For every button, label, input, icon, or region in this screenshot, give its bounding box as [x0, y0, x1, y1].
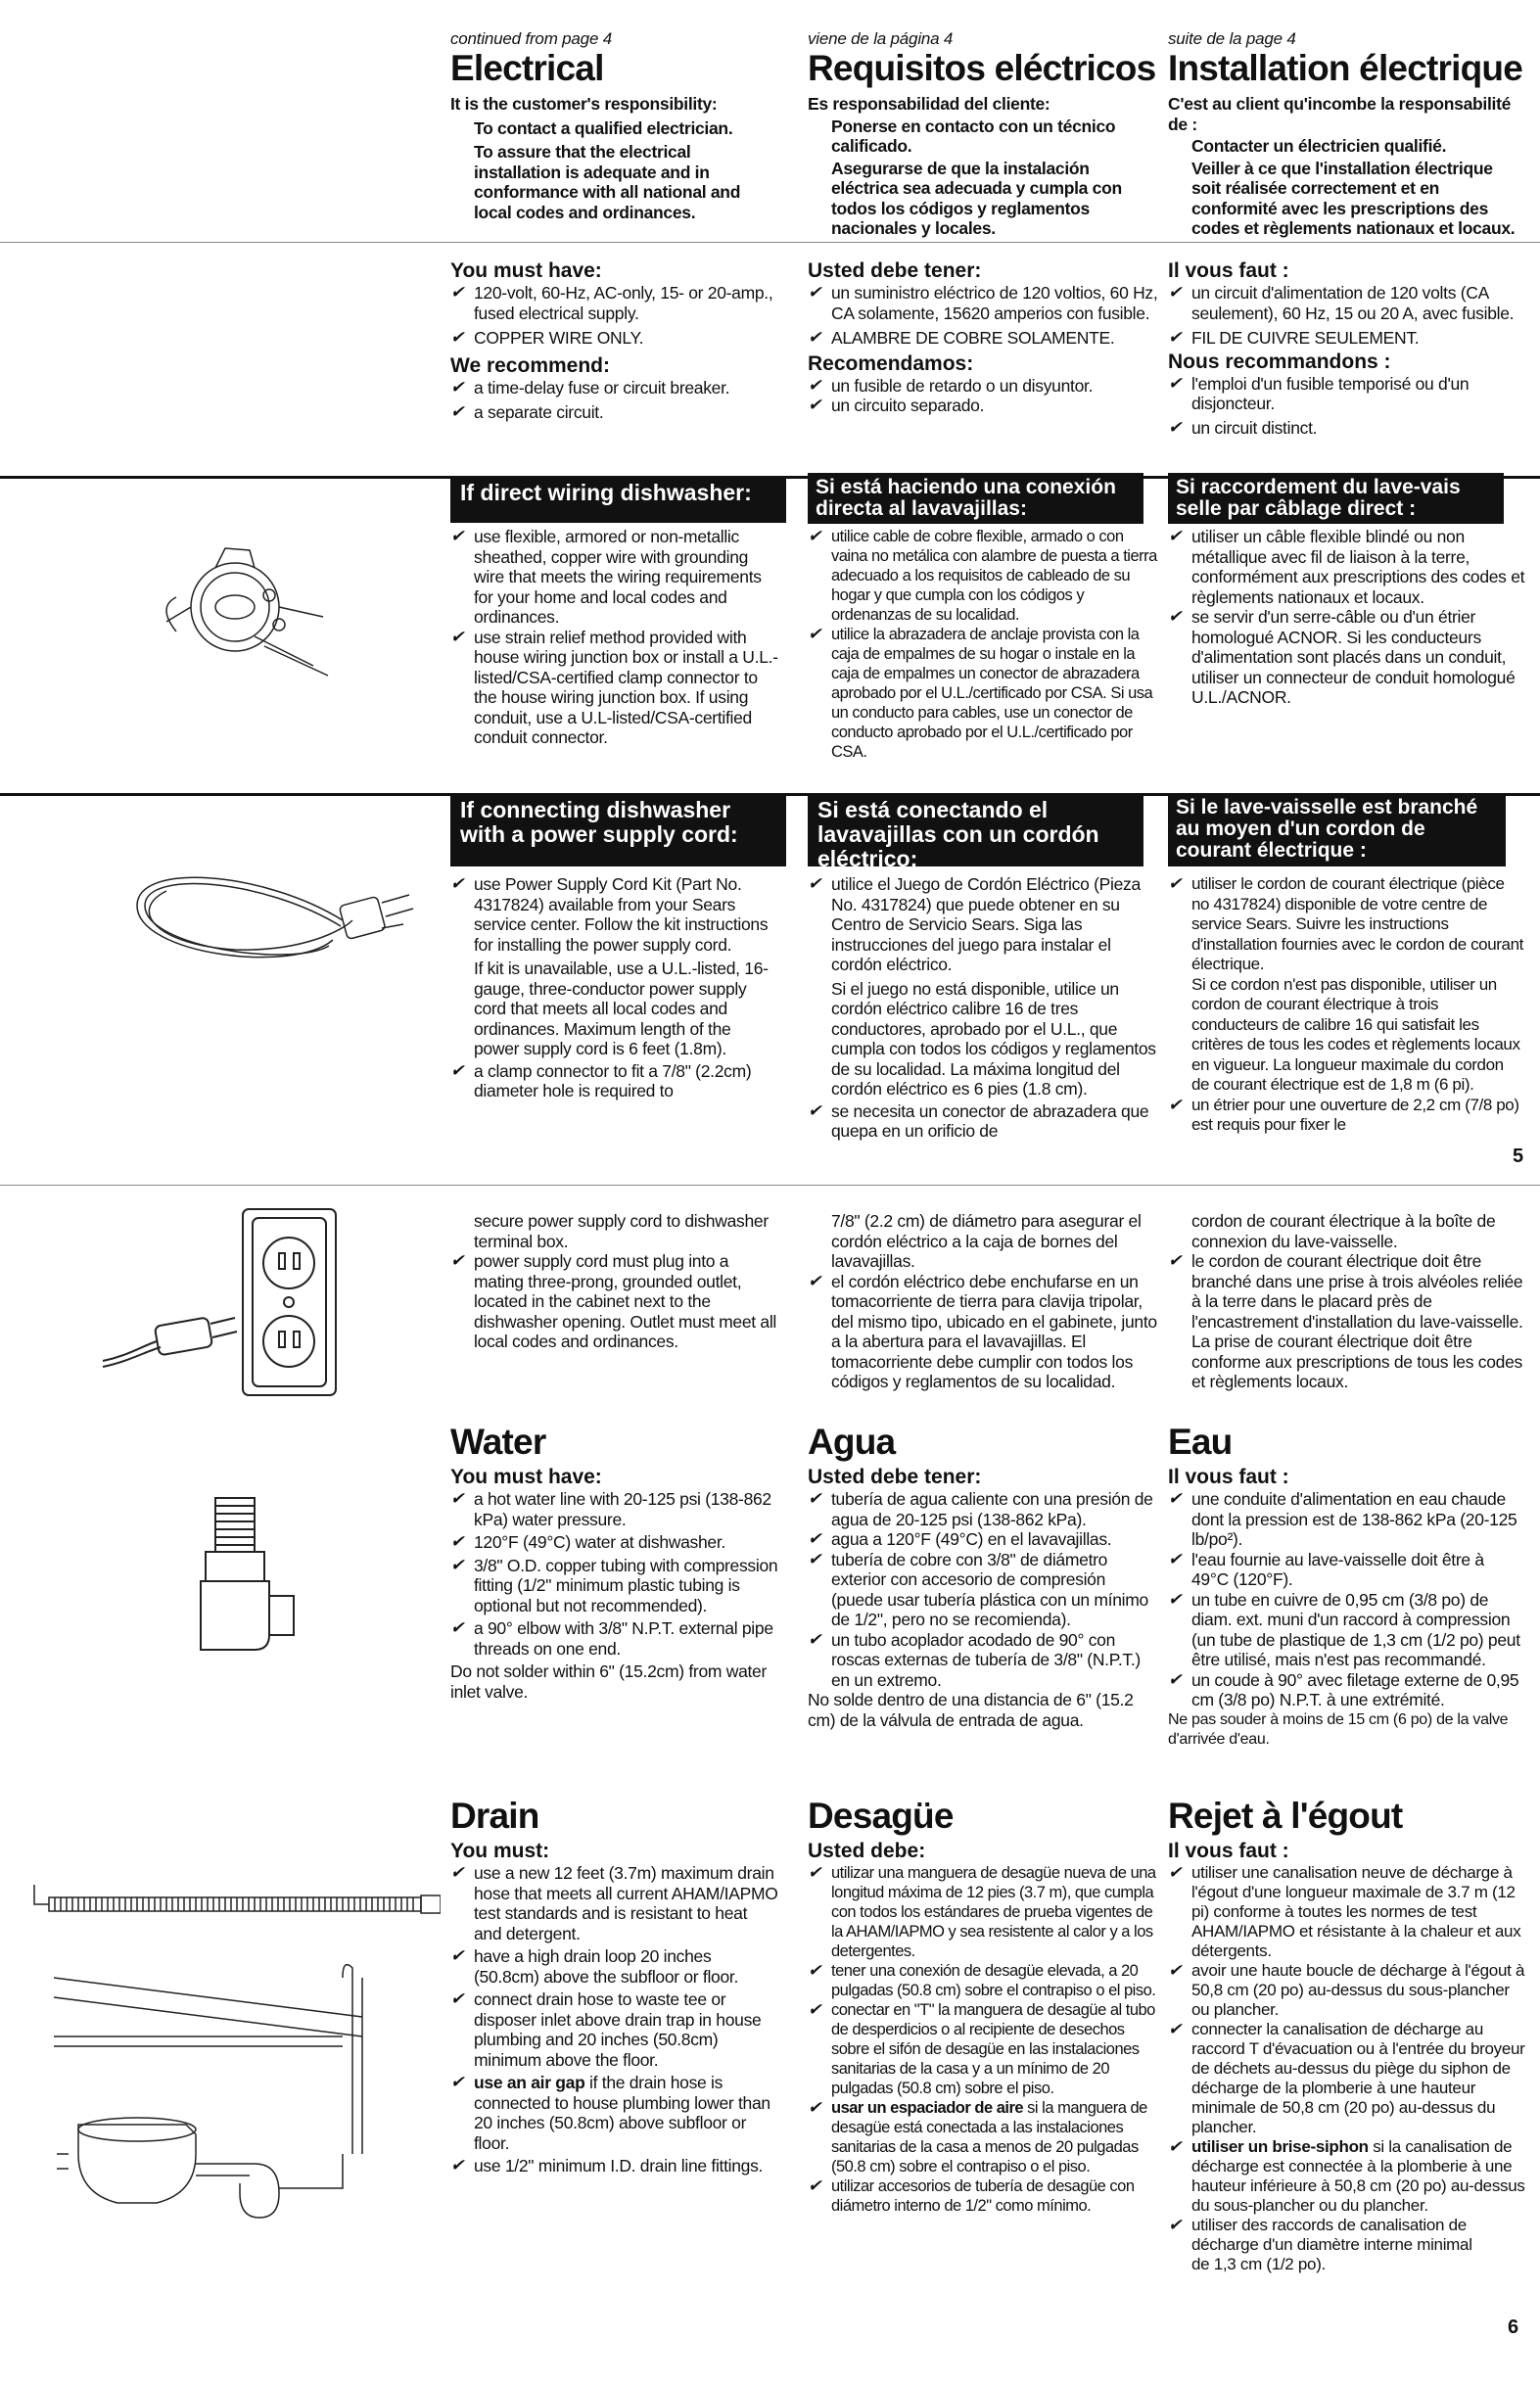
section-title-water: Agua	[808, 1422, 896, 1462]
drain-must-heading: You must:	[450, 1840, 550, 1862]
col-french-requirements	[1168, 259, 1525, 438]
col-spanish-cord	[808, 874, 1160, 1142]
drain-item-airgap	[450, 2073, 778, 2153]
section-title-drain: Desagüe	[808, 1796, 954, 1836]
disposer-trap-icon	[49, 1958, 372, 2222]
direct-item: ✔ use flexible, armored or non-metallic sheathed, copper wire with grounding wire that meets the wiring requirements for your home and local codes and ordinances.	[450, 527, 778, 628]
col-french-cord-continued	[1168, 1211, 1525, 1392]
direct-item: ✔ utilice la abrazadera de anclaje provista con la caja de empalmes de su hogar o instale en la caja de empalmes un conector de abrazadera aprobado por el U.L./certificado por CSA. Si usa un conducto para cables, use un conector de conducto aprobado por el U.L./certificado por CSA.	[808, 625, 1160, 762]
col-spanish-cord-continued	[808, 1211, 1160, 1392]
must-item: ✔ COPPER WIRE ONLY.	[450, 328, 778, 349]
power-cord-band: If connecting dishwasher with a power supply cord:	[450, 793, 786, 866]
col-english-drain	[450, 1797, 778, 2176]
plug-icon	[98, 1302, 245, 1371]
cord-item: ✔ utilice el Juego de Cordón Eléctrico (Pieza No. 4317824) que puede obtener en su Centro de Servicio Sears. Siga las instrucciones del juego para instalar el cordón eléctrico.	[808, 874, 1160, 975]
must-item: ✔ ALAMBRE DE COBRE SOLAMENTE.	[808, 328, 1160, 349]
page-break-line	[0, 1185, 1540, 1186]
rec-item: ✔ un circuit distinct.	[1168, 418, 1525, 439]
direct-item: ✔ utiliser un câble flexible blindé ou non métallique avec fil de liaison à la terre, conformément aux prescriptions des codes et règlements nationaux et locaux.	[1168, 527, 1525, 607]
power-cord-icon	[98, 852, 421, 1008]
direct-wiring-band: If direct wiring dishwasher:	[450, 476, 786, 523]
cont-item: ✔ power supply cord must plug into a mating three-prong, grounded outlet, located in the cabinet next to the dishwasher opening. Outlet must meet all local codes and ordinances.	[450, 1251, 778, 1352]
water-item: ✔ a hot water line with 20-125 psi (138-862 kPa) water pressure.	[450, 1489, 778, 1529]
water-item: ✔ tubería de cobre con 3/8" de diámetro exterior con accesorio de compresión (puede usar tubería plástica con un mínimo de 1/2", pero no se recomienda).	[808, 1550, 1160, 1630]
drain-item: ✔ have a high drain loop 20 inches (50.8cm) above the subfloor or floor.	[450, 1946, 778, 1987]
col-english-cord	[450, 874, 778, 1101]
drain-item: ✔ use 1/2" minimum I.D. drain line fittings.	[450, 2156, 778, 2176]
section-title-electrical: Requisitos eléctricos	[808, 48, 1156, 88]
resp-item: Contacter un électricien qualifié.	[1191, 136, 1447, 156]
must-have-heading: Usted debe tener:	[808, 259, 982, 282]
resp-item: To assure that the electrical installation is adequate and in conformance with all national and local codes and ordinances.	[474, 142, 741, 222]
must-item: ✔ FIL DE CUIVRE SEULEMENT.	[1168, 328, 1525, 349]
direct-item: ✔ se servir d'un serre-câble ou d'un étrier homologué ACNOR. Si les conducteurs d'alimentation sont placés dans un conduit, utiliser un connecteur de conduit homologué U.L./ACNOR.	[1168, 607, 1525, 708]
airgap-rest: si la canalisation de décharge est connectée à la plomberie à une hauteur inférieure à 50,8 cm (20 po) au-dessus du sous-plancher ou du plancher.	[1191, 2137, 1525, 2215]
water-note: No solde dentro de una distancia de 6" (15.2 cm) de la válvula de entrada de agua.	[808, 1690, 1134, 1730]
col-english-direct	[450, 527, 778, 748]
direct-item: ✔ use strain relief method provided with house wiring junction box or install a U.L.-listed/CSA-certified clamp connector to the house wiring junction box. If using conduit, use a U.L-listed/CSA-certified conduit connector.	[450, 628, 778, 748]
resp-item: Veiller à ce que l'installation électrique soit réalisée correctement et en conformité avec les prescriptions des codes et règlements nationaux et locaux.	[1191, 158, 1516, 238]
responsibility-heading: C'est au client qu'incombe la responsabilité de :	[1168, 94, 1512, 134]
resp-item: To contact a qualified electrician.	[474, 117, 733, 138]
page-number: 6	[1508, 2316, 1519, 2338]
water-must-heading: Usted debe tener:	[808, 1466, 982, 1488]
drain-item: ✔ tener una conexión de desagüe elevada, a 20 pulgadas (50.8 cm) sobre el contrapiso o el piso.	[808, 1961, 1160, 2000]
cont-paragraph: 7/8" (2.2 cm) de diámetro para asegurar el cordón eléctrico a la caja de bornes del lavavajillas.	[831, 1211, 1142, 1271]
col-spanish-electrical	[808, 29, 1160, 239]
drain-item-airgap	[1168, 2137, 1525, 2216]
direct-item: ✔ utilice cable de cobre flexible, armado o con vaina no metálica con alambre de puesta a tierra adecuado a los requisitos de cableado de su hogar y que cumpla con los códigos y ordenanzas de su localidad.	[808, 527, 1160, 625]
continued-note: viene de la página 4	[808, 29, 954, 48]
resp-item: Ponerse en contacto con un técnico calificado.	[831, 116, 1116, 156]
water-note: Ne pas souder à moins de 15 cm (6 po) de la valve d'arrivée d'eau.	[1168, 1710, 1509, 1748]
drain-item-airgap	[808, 2098, 1160, 2176]
water-must-heading: Il vous faut :	[1168, 1466, 1289, 1488]
water-item: ✔ un tubo acoplador acodado de 90° con roscas externas de tubería de 3/8" (N.P.T.) en un extremo.	[808, 1630, 1160, 1691]
water-item: ✔ tubería de agua caliente con una presión de agua de 20-125 psi (138-862 kPa).	[808, 1489, 1160, 1529]
drain-item: ✔ utilizar una manguera de desagüe nueva de una longitud máxima de 12 pies (3.7 m), que cumpla con todos los estándares de prueba vigentes de la AHAM/IAPMO y sea resistente al calor y a los detergentes.	[808, 1863, 1160, 1961]
cord-item: ✔ use Power Supply Cord Kit (Part No. 4317824) available from your Sears service center. Follow the kit instructions for installing the power supply cord.	[450, 874, 778, 955]
cord-paragraph: Si el juego no está disponible, utilice un cordón eléctrico calibre 16 de tres conductores, aprobado por el U.L., que cumpla con todos los códigos y reglamentos de su localidad. La máxima longitud del cordón eléctrico es 6 pies (1.8 cm).	[831, 978, 1156, 1099]
col-french-drain	[1168, 1797, 1525, 2274]
cord-item: ✔ un étrier pour une ouverture de 2,2 cm (7/8 po) est requis pour fixer le	[1168, 1096, 1525, 1136]
cont-item: ✔ el cordón eléctrico debe enchufarse en un tomacorriente de tierra para clavija tripolar, del mismo tipo, ubicado en el gabinete, junto a la abertura para el lavavajillas. El tomacorriente debe cumplir con todos los códigos y reglamentos de su localidad.	[808, 1272, 1160, 1392]
power-cord-band: Si está conectando el lavavajillas con un cordón eléctrico:	[808, 793, 1143, 866]
page-number: 5	[1513, 1146, 1524, 1167]
cord-paragraph: Si ce cordon n'est pas disponible, utiliser un cordon de courant électrique à trois conducteurs de calibre 16 qui satisfait les critères de tous les codes et règlements locaux en vigueur. La longueur maximale du cordon de courant électrique est de 1,8 m (6 pi).	[1191, 974, 1520, 1094]
col-english-electrical	[450, 29, 778, 222]
must-have-heading: You must have:	[450, 259, 602, 282]
section-title-drain: Rejet à l'égout	[1168, 1796, 1403, 1836]
drain-must-heading: Il vous faut :	[1168, 1840, 1289, 1862]
cont-paragraph: secure power supply cord to dishwasher terminal box.	[474, 1211, 769, 1251]
airgap-bold: utiliser un brise-siphon	[1191, 2137, 1369, 2156]
col-spanish-direct	[808, 527, 1160, 762]
section-divider	[0, 242, 1540, 243]
drain-item: ✔ conectar en "T" la manguera de desagüe al tubo de desperdicios o al recipiente de desechos sobre el sifón de desagüe en las instalaciones sanitarias de la casa y a un mínimo de 20 pulgadas (50.8 cm) sobre el piso.	[808, 2000, 1160, 2098]
rec-item: ✔ l'emploi d'un fusible temporisé ou d'un disjoncteur.	[1168, 374, 1525, 414]
must-have-heading: Il vous faut :	[1168, 259, 1289, 282]
drain-hose-icon	[29, 1880, 441, 1958]
drain-item: ✔ avoir une haute boucle de décharge à l'égout à 50,8 cm (20 po) au-dessus du sous-plancher ou plancher.	[1168, 1961, 1525, 2020]
water-item: ✔ a 90° elbow with 3/8" N.P.T. external pipe threads on one end.	[450, 1618, 778, 1659]
water-item: ✔ l'eau fournie au lave-vaisselle doit être à 49°C (120°F).	[1168, 1550, 1525, 1590]
water-item: ✔ 3/8" O.D. copper tubing with compression fitting (1/2" minimum plastic tubing is optional but not recommended).	[450, 1556, 778, 1616]
water-item: ✔ 120°F (49°C) water at dishwasher.	[450, 1532, 778, 1553]
section-title-electrical: Installation électrique	[1168, 48, 1522, 88]
col-english-requirements	[450, 259, 778, 423]
section-title-water: Water	[450, 1422, 546, 1462]
drain-item: ✔ use a new 12 feet (3.7m) maximum drain hose that meets all current AHAM/IAPMO test standards and is resistant to heat and detergent.	[450, 1863, 778, 1943]
col-english-cord-continued	[450, 1211, 778, 1352]
rec-item: ✔ a separate circuit.	[450, 402, 778, 423]
must-item: ✔ un suministro eléctrico de 120 voltios, 60 Hz, CA solamente, 15620 amperios con fusible.	[808, 283, 1160, 323]
resp-item: Asegurarse de que la instalación eléctrica sea adecuada y cumpla con todos los códigos y reglamentos nacionales y locales.	[831, 158, 1122, 238]
junction-box-icon	[157, 538, 352, 685]
drain-item: ✔ utiliser une canalisation neuve de décharge à l'égout d'une longueur maximale de 3.7 m (12 pi) conforme à toutes les normes de test AHAM/IAPMO et résistante à la chaleur et aux détergents.	[1168, 1863, 1525, 1961]
cord-item: ✔ a clamp connector to fit a 7/8" (2.2cm) diameter hole is required to	[450, 1061, 778, 1101]
wall-outlet-icon	[235, 1204, 343, 1400]
drain-item: ✔ utiliser des raccords de canalisation de décharge d'un diamètre interne minimal de 1,3 cm (1/2 po).	[1168, 2216, 1485, 2274]
col-spanish-water	[808, 1423, 1160, 1730]
continued-note: suite de la page 4	[1168, 29, 1296, 48]
water-note: Do not solder within 6" (15.2cm) from water inlet valve.	[450, 1661, 768, 1702]
responsibility-heading: Es responsabilidad del cliente:	[808, 94, 1050, 114]
airgap-bold: usar un espaciador de aire	[831, 2099, 1024, 2117]
must-item: ✔ un circuit d'alimentation de 120 volts (CA seulement), 60 Hz, 15 ou 20 A, avec fusible.	[1168, 283, 1525, 323]
airgap-bold: use an air gap	[474, 2073, 585, 2092]
rec-item: ✔ a time-delay fuse or circuit breaker.	[450, 378, 778, 398]
direct-wiring-band: Si está haciendo una conexión directa al lavavajillas:	[808, 473, 1143, 524]
water-item: ✔ agua a 120°F (49°C) en el lavavajillas.	[808, 1529, 1160, 1550]
cont-paragraph: cordon de courant électrique à la boîte de connexion du lave-vaisselle.	[1191, 1211, 1496, 1251]
drain-must-heading: Usted debe:	[808, 1840, 926, 1862]
col-spanish-drain	[808, 1797, 1160, 2216]
col-french-electrical	[1168, 29, 1525, 239]
continued-note: continued from page 4	[450, 29, 612, 48]
airgap-rest: if the drain hose is connected to house plumbing lower than 20 inches (50.8cm) above subfloor or floor.	[474, 2073, 770, 2153]
section-title-electrical: Electrical	[450, 48, 604, 88]
col-spanish-requirements	[808, 259, 1160, 416]
section-title-water: Eau	[1168, 1422, 1233, 1462]
water-must-heading: You must have:	[450, 1466, 602, 1488]
direct-wiring-band: Si raccordement du lave-vais selle par câblage direct :	[1168, 473, 1504, 524]
rec-item: ✔ un circuito separado.	[808, 396, 1160, 416]
drain-item: ✔ connect drain hose to waste tee or disposer inlet above drain trap in house plumbing and 20 inches (50.8cm) minimum above the floor.	[450, 1989, 778, 2070]
power-cord-band: Si le lave-vaisselle est branché au moyen d'un cordon de courant électrique :	[1168, 793, 1506, 866]
col-french-cord	[1168, 874, 1525, 1136]
must-item: ✔ 120-volt, 60-Hz, AC-only, 15- or 20-amp., fused electrical supply.	[450, 283, 778, 323]
cont-item: ✔ le cordon de courant électrique doit être branché dans une prise à trois alvéoles reliée à la terre dans le placard près de l'encastrement d'installation du lave-vaisselle. La prise de courant électrique doit être conforme aux prescriptions de tous les codes et règlements locaux.	[1168, 1251, 1525, 1392]
elbow-fitting-icon	[186, 1488, 303, 1655]
recommend-heading: We recommend:	[450, 353, 610, 377]
col-french-water	[1168, 1423, 1525, 1751]
airgap-rest: si la manguera de desagüe está conectada a las instalaciones sanitarias de la casa a menos de 20 pulgadas (50.8 cm) sobre el contrapiso o el piso.	[831, 2099, 1147, 2175]
section-title-drain: Drain	[450, 1796, 539, 1836]
recommend-heading: Nous recommandons :	[1168, 350, 1391, 373]
responsibility-heading: It is the customer's responsibility:	[450, 94, 718, 114]
cord-item: ✔ utiliser le cordon de courant électrique (pièce no 4317824) disponible de votre centre de service Sears. Suivre les instructions d'installation fournies avec le cordon de courant électrique.	[1168, 874, 1525, 975]
water-item: ✔ un tube en cuivre de 0,95 cm (3/8 po) de diam. ext. muni d'un raccord à compression (un tube de plastique de 1,3 cm (1/2 po) peut être utilisé, mais n'est pas recommandé.	[1168, 1590, 1525, 1670]
col-english-water	[450, 1423, 778, 1702]
cord-item: ✔ se necesita un conector de abrazadera que quepa en un orificio de	[808, 1101, 1160, 1142]
water-item: ✔ une conduite d'alimentation en eau chaude dont la pression est de 138-862 kPa (20-125 lb/po²).	[1168, 1489, 1525, 1550]
rec-item: ✔ un fusible de retardo o un disyuntor.	[808, 376, 1160, 397]
recommend-heading: Recomendamos:	[808, 351, 974, 375]
drain-item: ✔ connecter la canalisation de décharge au raccord T d'évacuation ou à l'entrée du broyeur de déchets au-dessus du piège du siphon de décharge de la plomberie à une hauteur minimale de 50,8 cm (20 po) au-dessus du plancher.	[1168, 2020, 1525, 2137]
water-item: ✔ un coude à 90° avec filetage externe de 0,95 cm (3/8 po) N.P.T. à une extrémité.	[1168, 1670, 1525, 1710]
col-french-direct	[1168, 527, 1525, 708]
cord-paragraph: If kit is unavailable, use a U.L.-listed, 16-gauge, three-conductor power supply cord that meets all local codes and ordinances. Maximum length of the power supply cord is 6 feet (1.8m).	[474, 959, 769, 1058]
drain-item: ✔ utilizar accesorios de tubería de desagüe con diámetro interno de 1/2" como mínimo.	[808, 2176, 1160, 2216]
